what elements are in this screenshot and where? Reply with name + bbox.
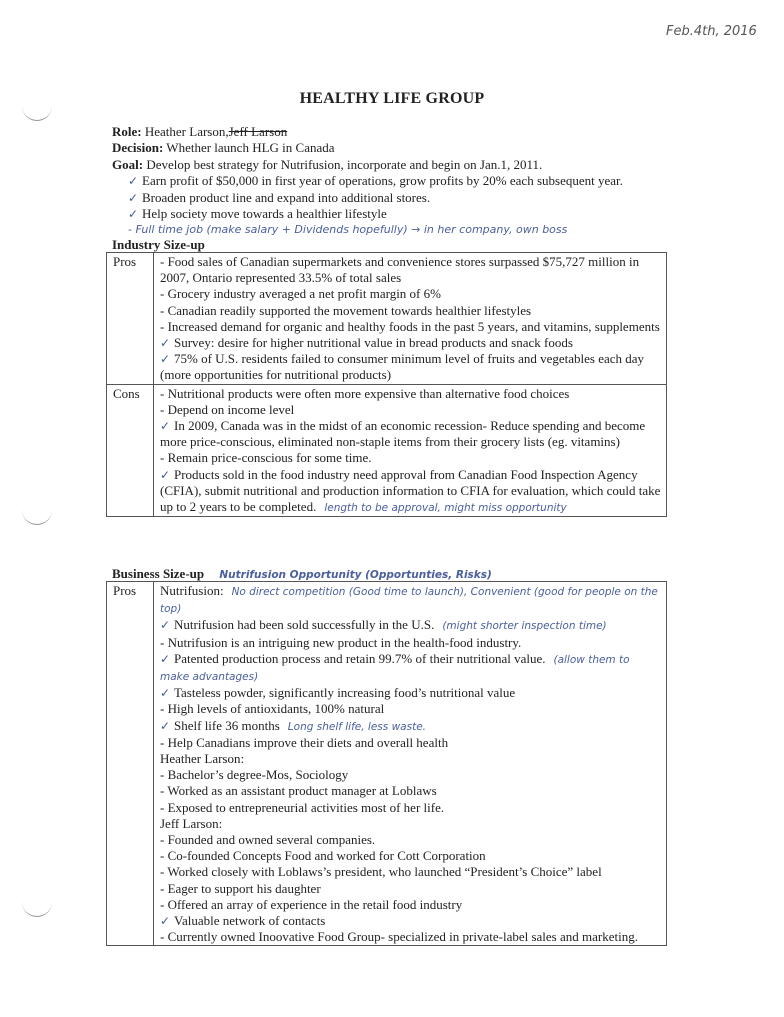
list-item [160, 319, 662, 335]
goal-item-text: Earn profit of $50,000 in first year of operations, grow profits by 20% each subsequent year. [142, 173, 623, 189]
list-item-text: Nutrifusion had been sold successfully in the U.S. [174, 617, 435, 633]
goal-item [128, 173, 712, 189]
check-mark-icon: ✓ [160, 352, 171, 367]
list-item [160, 651, 662, 685]
list-item [160, 418, 662, 450]
list-item [160, 286, 662, 302]
list-item-text: In 2009, Canada was in the midst of an economic recession- Reduce spending and become more price-conscious, eliminated non-staple items from their grocery lists (eg. vitamins) [160, 418, 646, 450]
role-label: Role: [112, 124, 142, 139]
list-item [160, 583, 662, 617]
list-item-text: Patented production process and retain 99.7% of their nutritional value. [174, 650, 546, 666]
list-item [160, 735, 662, 751]
list-item-text: - High levels of antioxidants, 100% natural [160, 701, 385, 717]
cons-label: Cons [107, 384, 154, 517]
business-section-title [112, 566, 492, 582]
goal-label: Goal: [112, 156, 144, 172]
role-value: Heather Larson, [144, 124, 229, 139]
list-item-text: - Nutritional products were often more expensive than alternative food choices [160, 385, 570, 401]
check-mark-icon: ✓ [160, 618, 171, 633]
list-item [160, 929, 662, 945]
goal-value: Develop best strategy for Nutrifusion, incorporate and begin on Jan.1, 2011. [146, 156, 543, 172]
list-item-text: - Currently owned Inoovative Food Group- specialized in private-label sales and marketing. [160, 929, 638, 945]
decision-label: Decision: [112, 140, 164, 156]
list-item-text: Tasteless powder, significantly increasing food’s nutritional value [174, 685, 516, 701]
list-item-text: - Grocery industry averaged a net profit margin of 6% [160, 286, 441, 302]
list-item [160, 816, 662, 832]
goal-list [112, 173, 712, 222]
list-item [160, 897, 662, 913]
goal-line [112, 157, 712, 173]
list-item [160, 617, 662, 634]
list-item [160, 351, 662, 383]
industry-pros-cell [154, 253, 667, 385]
handwritten-note: (allow them to make advantages) [160, 653, 630, 684]
industry-section-title: Industry Size-up [112, 237, 205, 252]
list-item-text: - Food sales of Canadian supermarkets and convenience stores surpassed $75,727 million in 2007, Ontario represented 33.5% of total sales [160, 254, 640, 286]
role-line [112, 124, 712, 140]
list-item [160, 751, 662, 767]
role-struck-name: Jeff Larson [228, 124, 288, 139]
list-item-text: Heather Larson: [160, 751, 245, 767]
list-item-text: - Canadian readily supported the movement towards healthier lifestyles [160, 302, 532, 318]
list-item [160, 783, 662, 799]
check-mark-icon: ✓ [160, 419, 171, 434]
check-mark-icon: ✓ [160, 467, 171, 482]
list-item-text: - Exposed to entrepreneurial activities most of her life. [160, 799, 445, 815]
table-row [107, 253, 667, 385]
list-item [160, 635, 662, 651]
pros-label: Pros [107, 582, 154, 946]
check-mark-icon: ✓ [160, 336, 171, 351]
list-item-text: Products sold in the food industry need approval from Canadian Food Inspection Agency (CFIA), submit nutritional and production information to CFIA for evaluation, which could take up to 2 years to be completed. [160, 466, 661, 515]
business-title: Business Size-up [112, 566, 205, 581]
list-item-text: Shelf life 36 months [174, 717, 280, 733]
list-item-text: - Eager to support his daughter [160, 880, 321, 896]
check-mark-icon: ✓ [160, 651, 171, 666]
handwritten-goal-note: - Full time job (make salary + Dividends hopefully) → in her company, own boss [128, 223, 568, 237]
punch-hole-mark [22, 508, 52, 525]
case-header [112, 124, 712, 239]
punch-hole-mark [22, 900, 52, 917]
table-row [107, 582, 667, 946]
check-mark-icon: ✓ [160, 914, 171, 929]
list-item-text: - Nutrifusion is an intriguing new product in the health-food industry. [160, 634, 522, 650]
handwritten-note: length to be approval, might miss opportunity [324, 502, 567, 515]
list-item-text: - Increased demand for organic and healthy foods in the past 5 years, and vitamins, supplements [160, 318, 660, 334]
list-item [160, 685, 662, 701]
decision-value: Whether launch HLG in Canada [166, 140, 335, 156]
check-mark-icon: ✓ [128, 190, 139, 205]
list-item-text: Valuable network of contacts [174, 913, 326, 929]
list-item-text: Jeff Larson: [160, 815, 223, 831]
check-mark-icon: ✓ [128, 207, 139, 222]
list-item [160, 335, 662, 351]
list-item [160, 303, 662, 319]
check-mark-icon: ✓ [160, 686, 171, 701]
business-handwritten-note: Nutrifusion Opportunity (Opportunties, Risks) [219, 569, 492, 581]
list-item [160, 832, 662, 848]
list-item [160, 701, 662, 717]
list-item-text: - Worked as an assistant product manager at Loblaws [160, 783, 437, 799]
goal-item [128, 206, 712, 222]
list-item [160, 881, 662, 897]
list-item [160, 402, 662, 418]
list-item-text: - Worked closely with Loblaws’s president, who launched “President’s Choice” label [160, 864, 602, 880]
list-item [160, 718, 662, 735]
list-item [160, 254, 662, 286]
goal-item-text: Help society move towards a healthier lifestyle [142, 206, 387, 222]
list-item-text: Nutrifusion: [160, 583, 224, 598]
list-item [160, 450, 662, 466]
pros-label: Pros [107, 253, 154, 385]
list-item [160, 848, 662, 864]
list-item-text: Survey: desire for higher nutritional value in bread products and snack foods [174, 335, 573, 351]
decision-line [112, 140, 712, 156]
list-item-text: 75% of U.S. residents failed to consumer minimum level of fruits and vegetables each day (more opportunities for nutritional products) [160, 351, 645, 383]
document-title: HEALTHY LIFE GROUP [299, 90, 485, 107]
check-mark-icon: ✓ [160, 718, 171, 733]
list-item [160, 767, 662, 783]
check-mark-icon: ✓ [128, 174, 139, 189]
list-item-text: - Help Canadians improve their diets and overall health [160, 734, 449, 750]
handwritten-date: Feb.4th, 2016 [666, 24, 757, 39]
goal-item [128, 190, 712, 206]
list-item-text: - Depend on income level [160, 401, 295, 417]
handwritten-note: (might shorter inspection time) [442, 620, 607, 633]
list-item [160, 800, 662, 816]
industry-cons-cell [154, 384, 667, 517]
business-pros-cell [154, 582, 667, 946]
list-item-text: - Co-founded Concepts Food and worked for Cott Corporation [160, 848, 486, 864]
list-item-text: - Founded and owned several companies. [160, 832, 376, 848]
list-item [160, 467, 662, 517]
list-item-text: - Remain price-conscious for some time. [160, 450, 372, 466]
table-row [107, 384, 667, 517]
list-item [160, 913, 662, 929]
list-item-text: - Bachelor’s degree-Mos, Sociology [160, 767, 349, 783]
industry-table [106, 252, 667, 517]
business-table [106, 581, 667, 946]
handwritten-note: Long shelf life, less waste. [287, 720, 426, 733]
list-item [160, 386, 662, 402]
handwritten-note: No direct competition (Good time to launch), Convenient (good for people on the top) [160, 586, 658, 616]
list-item-text: - Offered an array of experience in the retail food industry [160, 896, 463, 912]
goal-item-text: Broaden product line and expand into additional stores. [142, 189, 431, 205]
list-item [160, 864, 662, 880]
